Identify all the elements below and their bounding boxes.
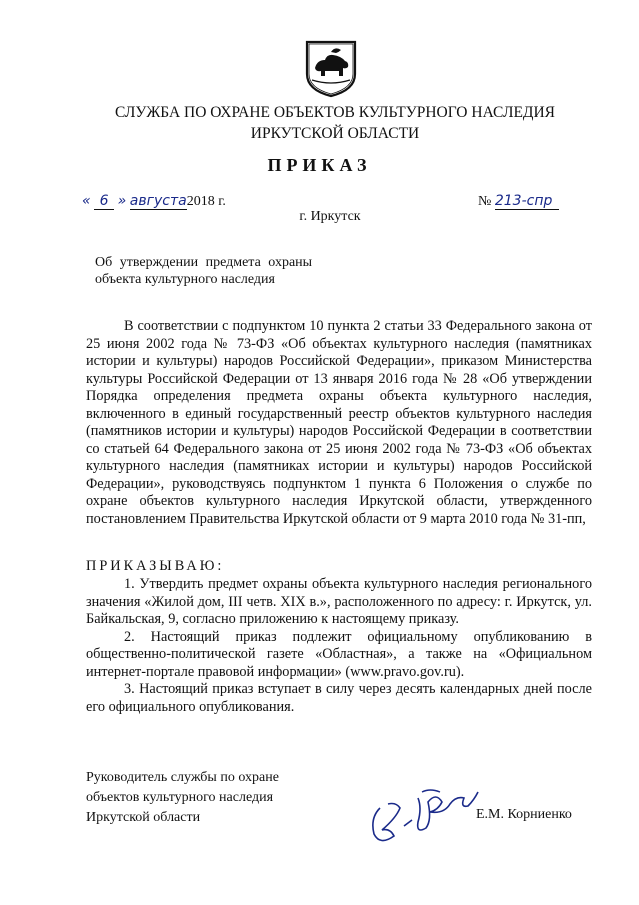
number-label: № — [478, 194, 492, 209]
handwritten-signature — [360, 768, 490, 850]
order-item-3: 3. Настоящий приказ вступает в силу через десять календарных дней после его официального опубликования. — [86, 681, 592, 715]
order-items — [86, 576, 592, 716]
order-word: ПРИКАЗЫВАЮ: — [86, 558, 225, 574]
order-number — [478, 193, 559, 210]
order-date — [82, 193, 226, 210]
order-item-2: 2. Настоящий приказ подлежит официальному опубликованию в общественно-политической газете «Областная», а также на «Официальном интернет-портале правовой информации» (www.pravo.gov.ru). — [86, 628, 592, 680]
position-line-1: Руководитель службы по охране — [86, 770, 279, 785]
organization-name: СЛУЖБА ПО ОХРАНЕ ОБЪЕКТОВ КУЛЬТУРНОГО НАСЛЕДИЯ ИРКУТСКОЙ ОБЛАСТИ — [114, 104, 556, 142]
signer-position — [86, 768, 279, 828]
date-close-quote: » — [117, 193, 127, 209]
number-value: 213-спр — [495, 193, 559, 210]
preamble-text: В соответствии с подпунктом 10 пункта 2 статьи 33 Федерального закона от 25 июня 2002 года № 73-ФЗ «Об объектах культурного наследия (памятниках истории и культуры) народов Российской Федерации», приказом Министерства культуры Российской Федерации от 13 января 2016 года № 28 «Об утверждении Порядка определения предмета охраны объекта культурного наследия, включенного в единый государственный реестр объектов культурного наследия (памятников истории и культуры) народов Российской Федерации в соответствии со статьей 64 Федерального закона от 25 июня 2002 года № 73-ФЗ «Об объектах культурного наследия (памятниках истории и культуры) народов Российской Федерации», руководствуясь подпунктом 1 пункта 6 Положения о службе по охране объектов культурного наследия Иркутской области, утвержденного постановлением Правительства Иркутской области от 9 марта 2010 года № 31-пп, — [86, 318, 592, 527]
date-month: августа — [129, 193, 187, 209]
subject-line-2: объекта культурного наследия — [95, 272, 275, 287]
position-line-2: объектов культурного наследия — [86, 790, 274, 805]
order-subject — [95, 254, 355, 288]
coat-of-arms-icon — [303, 38, 359, 98]
date-open-quote: « — [82, 193, 91, 209]
subject-line-1: Об утверждении предмета охраны — [95, 255, 313, 270]
signer-name: Е.М. Корниенко — [476, 807, 572, 822]
preamble — [86, 318, 592, 528]
document-type-title: ПРИКАЗ — [267, 155, 372, 175]
order-item-1: 1. Утвердить предмет охраны объекта культурного наследия регионального значения «Жилой дом, III четв. XIX в.», расположенного по адресу: г. Иркутск, ул. Байкальская, 9, согласно приложению к настоящему приказу. — [86, 576, 592, 627]
position-line-3: Иркутской области — [86, 810, 201, 825]
date-year: 2018 г. — [186, 194, 226, 209]
city: г. Иркутск — [299, 209, 361, 224]
date-day: 6 — [94, 193, 114, 210]
